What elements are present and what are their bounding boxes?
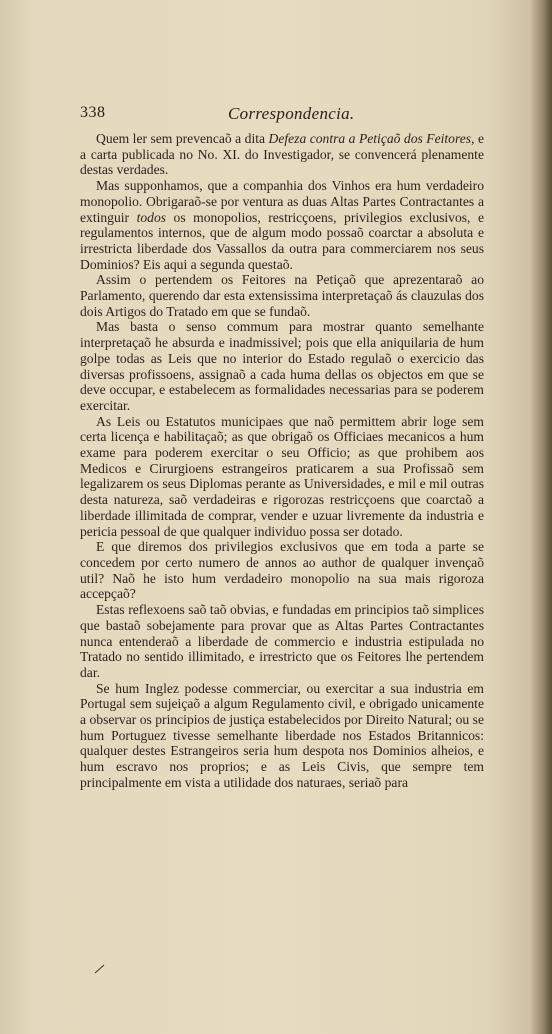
paragraph-text: As Leis ou Estatutos municipaes que naõ permittem abrir loge sem certa licença e habilitaçaõ; as que obrigaõ os Officiaes mecanicos a hum exame para poderem exercitar o seu Officio; as que prohibem aos Medicos e Cirurgioens estrangeiros praticarem a sua Profissaõ sem legalizarem os seus Diplomas perante as Universidades, e mil e mil outras desta natureza, saõ verdadeiras e rigorozas restricçoens que coarctaõ a liberdade illimitada de comprar, vender e uzuar livremente da industria e pericia pessoal de que qualquer individuo possa ser dotado. — [80, 413, 484, 539]
running-title: Correspondencia. — [228, 104, 355, 123]
paragraph-text: Estas reflexoens saõ taõ obvias, e fundadas em principios taõ simplices que bastaõ sobejamente para provar que as Altas Partes Contractantes nunca entenderaõ a liberdade de commercio e industria estipulada no Tratado no sentido illimitado, e irrestricto que os Feitores lhe pertendem dar. — [80, 602, 484, 680]
page-edge-shadow — [530, 0, 552, 1034]
body-text — [80, 131, 484, 791]
paragraph-text: os monopolios, restricçoens, privilegios exclusivos, e regulamentos internos, que de algum modo possaõ coarctar a absoluta e irrestricta liberdade dos Vassallos da outra para commerciarem nos seus Dominios? Eis aqui a segunda questaõ. — [80, 209, 484, 272]
paragraph — [80, 539, 484, 602]
paragraph — [80, 178, 484, 272]
paragraph-text: E que diremos dos privilegios exclusivos que em toda a parte se concedem por certo numero de annos ao author de qualquer invençaõ util? Naõ he isto hum verdadeiro monopolio na sua mais rigoroza accepçaõ? — [80, 539, 484, 602]
paragraph — [80, 414, 484, 540]
paragraph-emphasis: Defeza contra a Petiçaõ dos Feitores — [268, 131, 472, 146]
paragraph-text: Mas supponhamos, que a companhia dos Vinhos era hum verdadeiro monopolio. Obrigaraõ-se por ventura as duas Altas Partes Contractantes a extinguir — [80, 178, 484, 225]
paragraph-text: Quem ler sem prevencaõ a dita — [96, 131, 269, 146]
pencil-mark-icon — [94, 962, 106, 974]
page-header — [80, 104, 484, 126]
page-number: 338 — [80, 104, 106, 121]
paragraph — [80, 131, 484, 178]
paragraph — [80, 602, 484, 681]
paragraph-text: Assim o pertendem os Feitores na Petiçaõ que aprezentaraõ ao Parlamento, querendo dar esta extensissima interpretaçaõ ás clauzulas dos dois Artigos do Tratado em que se fundaõ. — [80, 272, 484, 319]
paragraph-text: Mas basta o senso commum para mostrar quanto semelhante interpretaçaõ he absurda e inadmissivel; pois que ella aniquilaria de hum golpe todas as Leis que no interior do Estado regulaõ o exercicio das diversas profissoens, assignaõ a cada huma dellas os objectos em que se deve occupar, e estabelecem as formalidades necessarias para se poderem exercitar. — [80, 319, 484, 413]
paragraph-emphasis: todos — [136, 209, 167, 225]
paragraph — [80, 681, 484, 791]
paragraph-text: , e a carta publicada no No. XI. do Investigador, se convencerá plenamente destas verdades. — [80, 131, 484, 178]
paragraph — [80, 272, 484, 319]
paragraph — [80, 319, 484, 413]
paragraph-text: Se hum Inglez podesse commerciar, ou exercitar a sua industria em Portugal sem sujeiçaõ a algum Regulamento civil, e obrigado unicamente a observar os principios de justiça estabelecidos por Direito Natural; ou se hum Portuguez tivesse semelhante liberdade nos Estados Britannicos: qualquer destes Estrangeiros seria hum despota nos Dominios alheios, e hum escravo nos proprios; e as Leis Civis, que sempre tem principalmente em vista a utilidade dos naturaes, seriaõ para — [80, 680, 484, 790]
